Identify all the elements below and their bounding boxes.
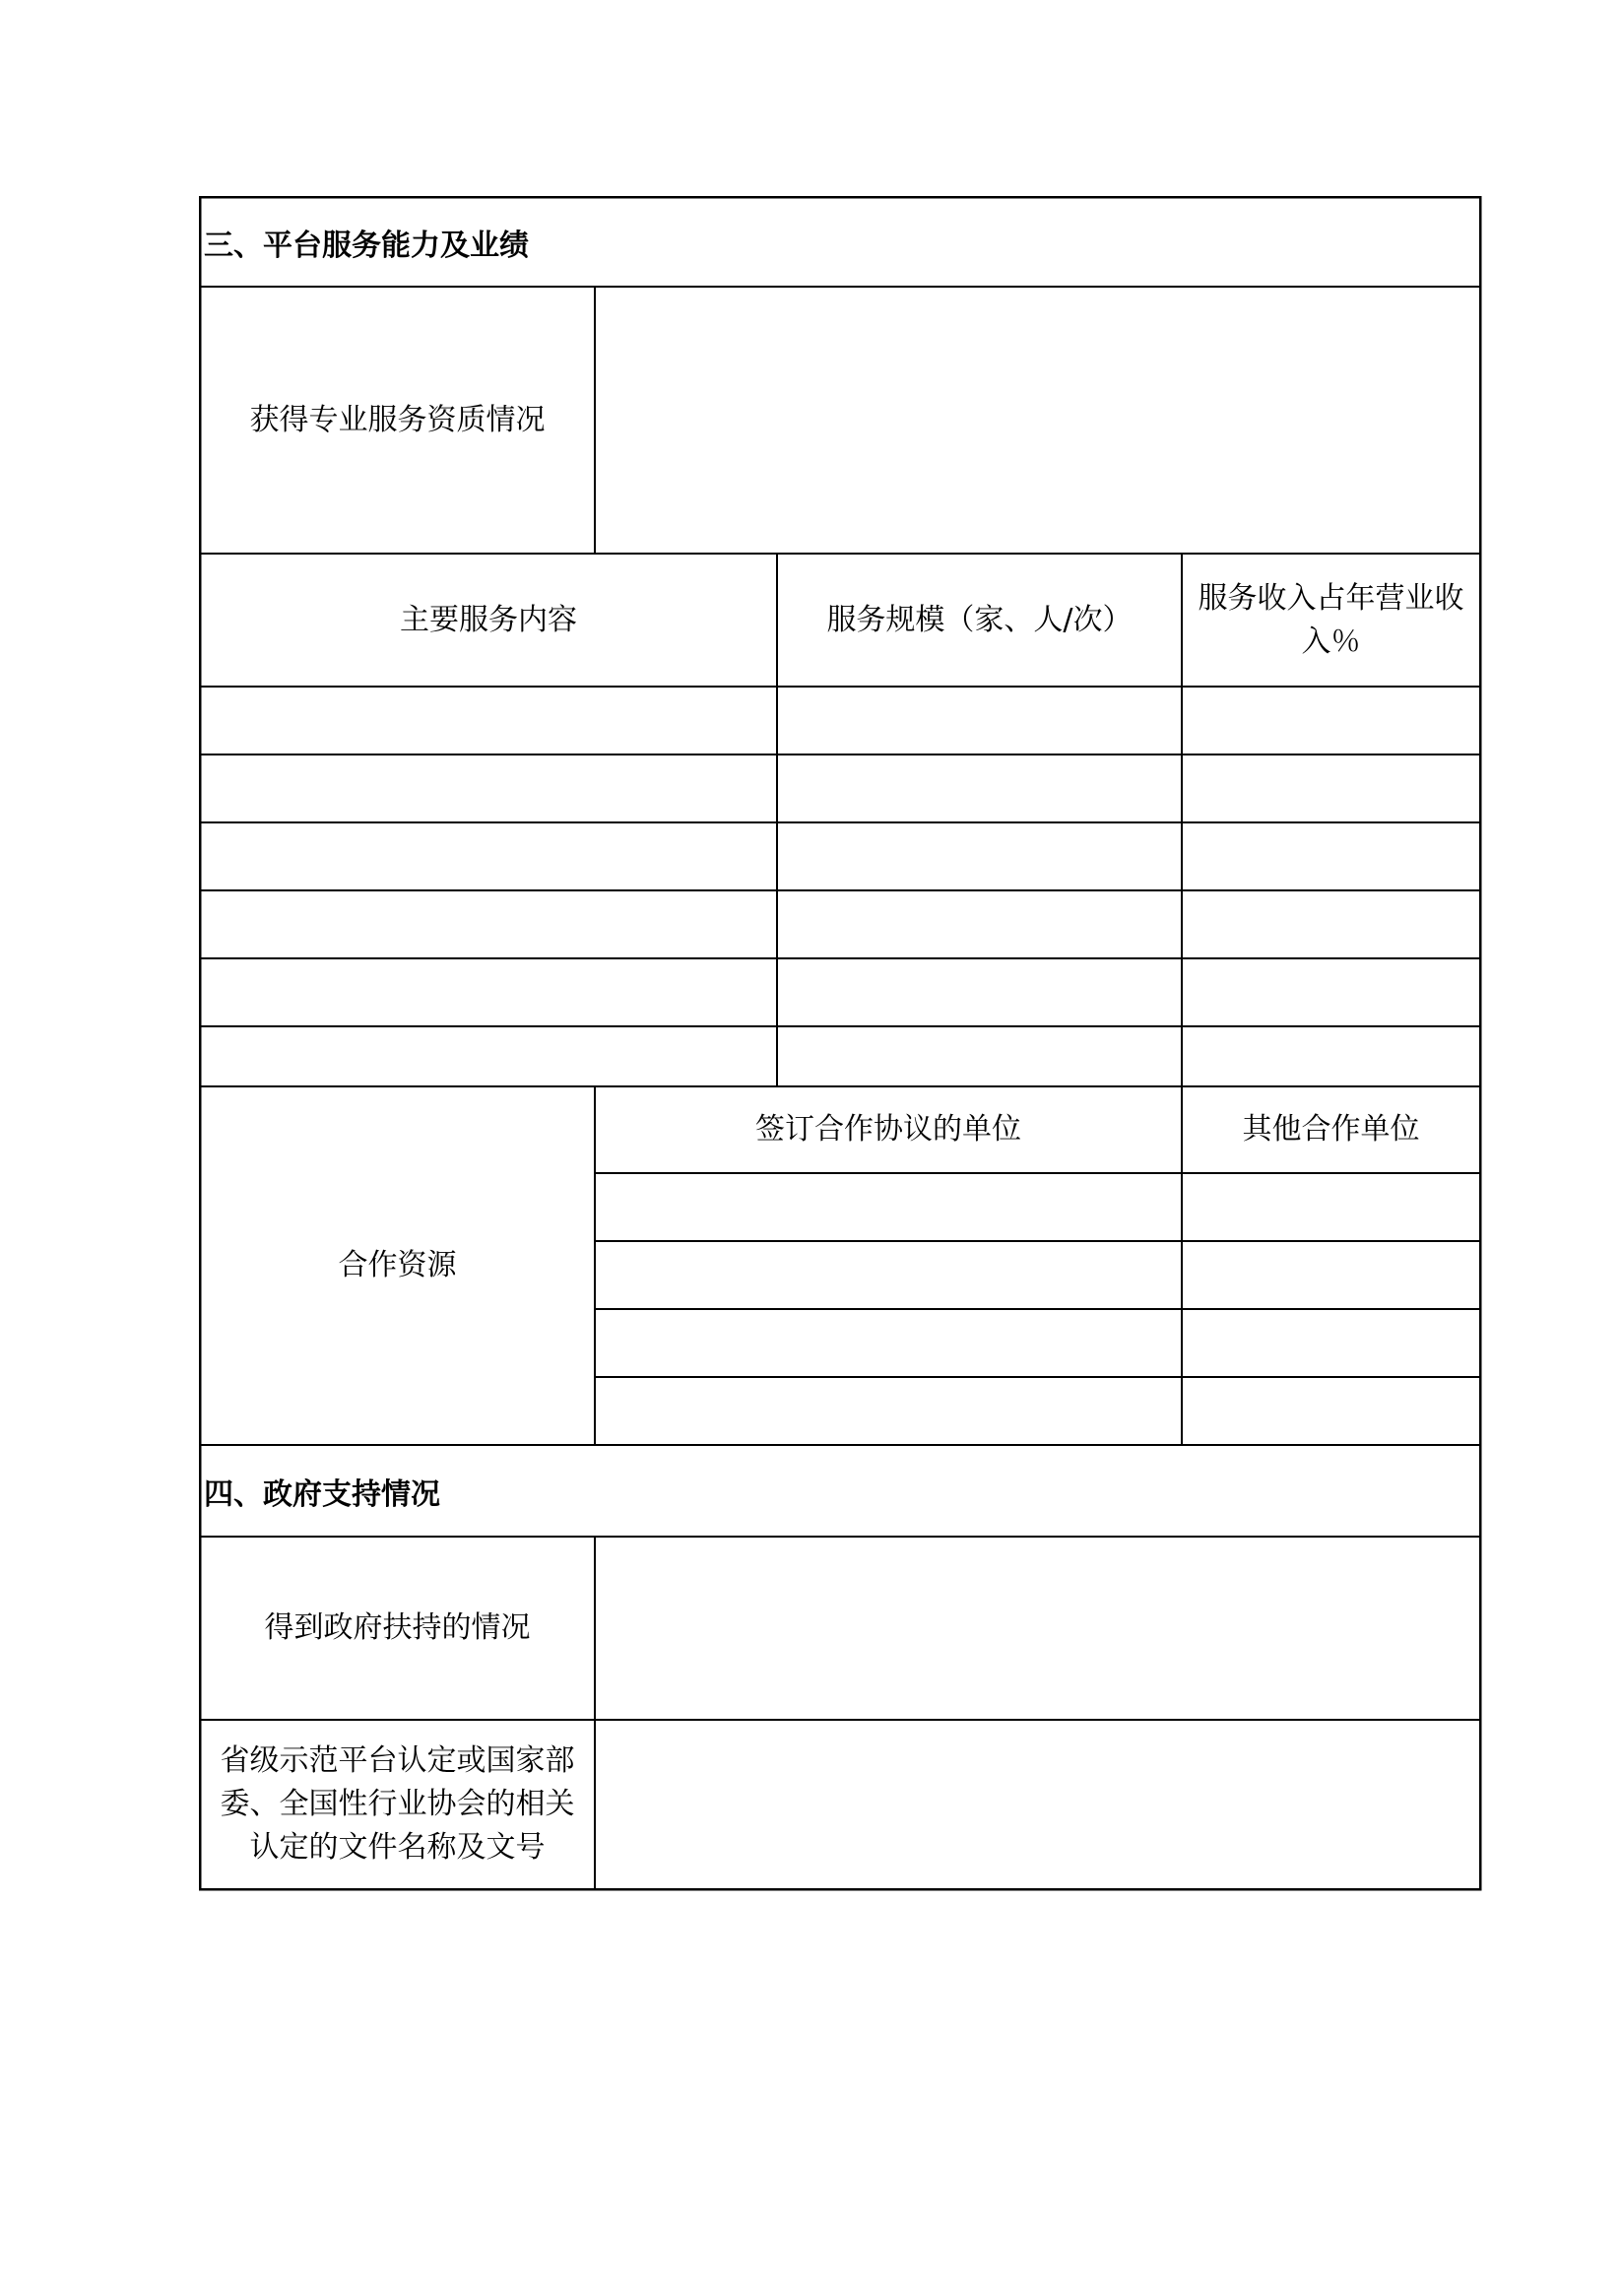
section4-title: 四、政府支持情况	[204, 1476, 440, 1512]
services-row-5-content[interactable]	[200, 958, 777, 1026]
qualification-label: 获得专业服务资质情况	[249, 402, 546, 437]
cooperation-row-4-other[interactable]	[1182, 1377, 1480, 1445]
cooperation-header-signed: 签订合作协议的单位	[755, 1112, 1021, 1147]
services-row-1-content[interactable]	[200, 687, 777, 754]
services-row-6-revenue[interactable]	[1182, 1026, 1480, 1086]
services-row-3-scale[interactable]	[777, 822, 1182, 890]
services-header-revenue: 服务收入占年营业收入％	[1198, 580, 1464, 659]
qualification-input[interactable]	[595, 287, 1480, 554]
services-row-4-content[interactable]	[200, 890, 777, 958]
cooperation-row-3-other[interactable]	[1182, 1309, 1480, 1377]
services-row-3-revenue[interactable]	[1182, 822, 1480, 890]
services-row-2-scale[interactable]	[777, 754, 1182, 822]
services-row-1-scale[interactable]	[777, 687, 1182, 754]
services-row-1-revenue[interactable]	[1182, 687, 1480, 754]
cooperation-header-other: 其他合作单位	[1242, 1112, 1420, 1147]
certification-label: 省级示范平台认定或国家部委、全国性行业协会的相关认定的文件名称及文号	[220, 1743, 575, 1865]
services-row-4-scale[interactable]	[777, 890, 1182, 958]
services-header-content: 主要服务内容	[400, 602, 577, 637]
cooperation-row-2-other[interactable]	[1182, 1241, 1480, 1309]
services-header-scale: 服务规模（家、人/次）	[826, 602, 1133, 637]
services-row-5-revenue[interactable]	[1182, 958, 1480, 1026]
cooperation-row-3-signed[interactable]	[595, 1309, 1182, 1377]
cooperation-row-4-signed[interactable]	[595, 1377, 1182, 1445]
cooperation-row-2-signed[interactable]	[595, 1241, 1182, 1309]
certification-input[interactable]	[595, 1720, 1480, 1889]
services-row-6-content[interactable]	[200, 1026, 777, 1086]
support-input[interactable]	[595, 1537, 1480, 1720]
services-row-3-content[interactable]	[200, 822, 777, 890]
services-row-2-revenue[interactable]	[1182, 754, 1480, 822]
cooperation-label: 合作资源	[338, 1248, 457, 1282]
support-label: 得到政府扶持的情况	[264, 1610, 531, 1645]
services-row-5-scale[interactable]	[777, 958, 1182, 1026]
section3-title: 三、平台服务能力及业绩	[204, 228, 529, 263]
services-row-4-revenue[interactable]	[1182, 890, 1480, 958]
cooperation-row-1-signed[interactable]	[595, 1173, 1182, 1241]
cooperation-row-1-other[interactable]	[1182, 1173, 1480, 1241]
services-row-2-content[interactable]	[200, 754, 777, 822]
services-row-6-scale[interactable]	[777, 1026, 1182, 1086]
